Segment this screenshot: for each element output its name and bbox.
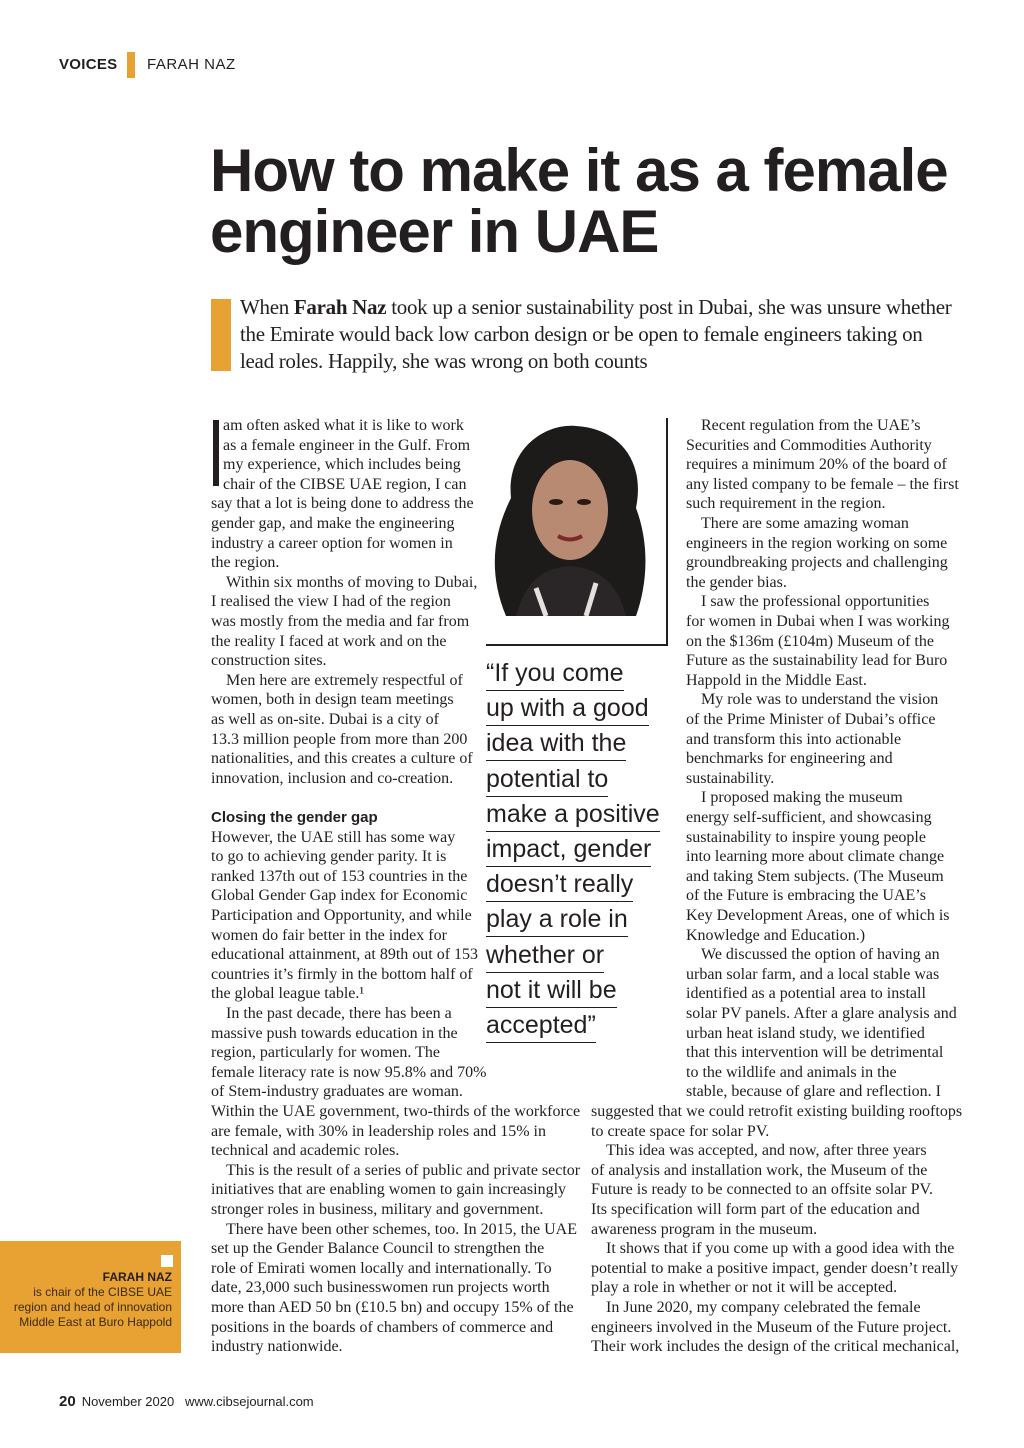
standfirst-name: Farah Naz (293, 295, 387, 319)
author-bio-box (0, 1241, 181, 1353)
pull-quote-line: accepted” (486, 1010, 596, 1043)
standfirst-post: took up a senior sustainability post in Dubai, she was unsure whether the Emirate would back low carbon design or be open to female engineers taking on lead roles. Happily, she was wrong on both counts (240, 295, 952, 373)
pull-quote-line: impact, gender (486, 834, 651, 867)
text-line: Future as the sustainability lead for Buro (686, 652, 948, 670)
text-line: Future is ready to be connected to an offsite solar PV. (591, 1181, 933, 1199)
page-footer (59, 1393, 314, 1410)
text-line: the reality I faced at work and on the (211, 632, 447, 650)
text-line: to create space for solar PV. (591, 1122, 770, 1140)
drop-cap-i (213, 420, 219, 486)
text-line: play a role in whether or not it will be accepted. (591, 1279, 898, 1297)
text-line: engineers in the region working on some (686, 534, 948, 552)
author-tag: FARAH NAZ (147, 56, 236, 73)
text-line: on the $136m (£104m) Museum of the (686, 632, 934, 650)
text-line: chair of the CIBSE UAE region, I can (223, 475, 467, 493)
text-line: This is the result of a series of public and private sector (226, 1161, 581, 1179)
text-line: suggested that we could retrofit existing building rooftops (591, 1103, 963, 1120)
text-line: the gender bias. (686, 573, 787, 591)
text-line: gender gap, and make the engineering (211, 515, 455, 532)
text-line: educational attainment, at 89th out of 153 (211, 946, 479, 964)
text-line: are female, with 30% in leadership roles and 15% in (211, 1122, 546, 1140)
issue-date: November 2020 (81, 1394, 175, 1409)
text-line: date, 23,000 such businesswomen run projects worth (211, 1279, 550, 1297)
pull-quote-line: play a role in (486, 904, 628, 937)
pull-quote-line: idea with the (486, 728, 626, 761)
text-line: to the wildlife and animals in the (686, 1063, 897, 1081)
text-line: construction sites. (211, 652, 327, 670)
text-line: stronger roles in business, military and government. (211, 1201, 544, 1218)
standfirst-pre: When (240, 295, 294, 319)
text-line: sustainability to inspire young people (686, 828, 926, 846)
text-line: any listed company to be female – the first (686, 475, 959, 493)
text-line: of the Prime Minister of Dubai’s office (686, 711, 936, 728)
portrait-photo (486, 418, 654, 616)
text-line: Global Gender Gap index for Economic (211, 887, 468, 905)
text-line: was mostly from the media and far from (211, 613, 470, 630)
text-line: Within six months of moving to Dubai, (226, 573, 478, 591)
text-line: awareness program in the museum. (591, 1220, 818, 1238)
text-line: Participation and Opportunity, and while (211, 907, 472, 924)
text-line: Its specification will form part of the education and (591, 1201, 920, 1218)
text-line: of analysis and installation work, the Museum of the (591, 1161, 928, 1179)
text-line: My role was to understand the vision (701, 691, 939, 709)
standfirst-bar (211, 299, 231, 371)
bio-text: is chair of the CIBSE UAE region and head of innovation Middle East at Buro Happold (13, 1285, 172, 1329)
text-line: Recent regulation from the UAE’s (701, 417, 921, 434)
text-line: nationalities, and this creates a culture of (211, 750, 473, 768)
text-line: as a female engineer in the Gulf. From (223, 436, 471, 454)
pull-quote-line: doesn’t really (486, 869, 633, 902)
text-line: to go to achieving gender parity. It is (211, 848, 447, 866)
text-line: We discussed the option of having an (701, 946, 940, 964)
text-line: potential to make a positive impact, gender doesn’t really (591, 1259, 959, 1277)
text-line: sustainability. (686, 769, 775, 787)
text-line: I realised the view I had of the region (211, 593, 451, 611)
section-heading: Closing the gender gap (211, 809, 378, 826)
text-line: Knowledge and Education.) (686, 926, 866, 944)
text-line: of the Future is embracing the UAE’s (686, 887, 926, 905)
text-line: groundbreaking projects and challenging (686, 554, 948, 572)
text-line: that this intervention will be detrimental (686, 1044, 944, 1062)
text-line: as well as on-site. Dubai is a city of (211, 711, 439, 728)
text-line: identified as a potential area to install (686, 985, 926, 1003)
text-line: set up the Gender Balance Council to strengthen the (211, 1240, 545, 1258)
pull-quote-line: up with a good (486, 693, 649, 726)
pull-quote-line: not it will be (486, 975, 617, 1008)
text-line: stable, because of glare and reflection. I (686, 1083, 941, 1101)
text-line: more than AED 50 bn (£10.5 bn) and occupy 15% of the (211, 1299, 574, 1316)
section-label: VOICES (59, 56, 118, 73)
text-line: positions in the boards of chambers of commerce and (211, 1318, 554, 1336)
text-line: urban solar farm, and a local stable was (686, 965, 940, 983)
text-line: industry a career option for women in (211, 534, 453, 552)
text-line: In June 2020, my company celebrated the female (606, 1299, 921, 1316)
text-line: ranked 137th out of 153 countries in the (211, 867, 468, 885)
text-line: industry nationwide. (211, 1338, 343, 1356)
pull-quote-line: make a positive (486, 799, 660, 832)
text-line: countries it’s firmly in the bottom half of (211, 965, 473, 983)
text-line: such requirement in the region. (686, 495, 886, 513)
text-line: women do fair better in the index for (211, 926, 447, 944)
text-line: 13.3 million people from more than 200 (211, 730, 468, 748)
text-line: Within the UAE government, two-thirds of the workforce (211, 1103, 581, 1120)
text-line: However, the UAE still has some way (211, 828, 456, 846)
text-line: I proposed making the museum (701, 789, 903, 807)
text-line: It shows that if you come up with a good idea with the (606, 1240, 955, 1258)
text-line: This idea was accepted, and now, after three years (606, 1142, 927, 1160)
text-line: Securities and Commodities Authority (686, 436, 932, 454)
text-line: There have been other schemes, too. In 2015, the UAE (226, 1220, 577, 1238)
website-link[interactable]: www.cibsejournal.com (185, 1394, 314, 1409)
text-line: benchmarks for engineering and (686, 750, 893, 768)
text-line: my experience, which includes being (223, 456, 461, 474)
text-line: In the past decade, there has been a (226, 1005, 452, 1022)
portrait-frame (486, 418, 668, 646)
bio-square-icon (161, 1255, 173, 1267)
text-line: region, particularly for women. The (211, 1044, 440, 1062)
text-line: Happold in the Middle East. (686, 671, 867, 689)
text-line: and taking Stem subjects. (The Museum (686, 867, 944, 885)
text-line: women, both in design team meetings (211, 691, 454, 709)
bio-name: FARAH NAZ (102, 1270, 172, 1284)
text-line: massive push towards education in the (211, 1024, 458, 1042)
page-number: 20 (59, 1393, 76, 1410)
pull-quote-line: whether or (486, 940, 604, 973)
text-line: role of Emirati women locally and internationally. To (211, 1259, 552, 1277)
text-line: and transform this into actionable (686, 730, 902, 748)
text-line: energy self-sufficient, and showcasing (686, 809, 932, 826)
text-line: urban heat island study, we identified (686, 1024, 925, 1042)
text-line: Men here are extremely respectful of (226, 671, 463, 689)
text-line: technical and academic roles. (211, 1142, 400, 1160)
text-line: female literacy rate is now 95.8% and 70% (211, 1063, 487, 1081)
pull-quote-line: potential to (486, 764, 608, 797)
text-line: for women in Dubai when I was working (686, 613, 950, 630)
text-line: of Stem-industry graduates are woman. (211, 1083, 463, 1101)
section-divider (127, 52, 135, 78)
text-line: the global league table.¹ (211, 985, 365, 1003)
text-line: innovation, inclusion and co-creation. (211, 769, 454, 787)
text-line: There are some amazing woman (701, 515, 909, 532)
text-line: say that a lot is being done to address the (211, 495, 474, 513)
standfirst (240, 294, 960, 375)
text-line: solar PV panels. After a glare analysis and (686, 1005, 957, 1022)
text-line: initiatives that are enabling women to gain increasingly (211, 1181, 567, 1199)
text-line: into learning more about climate change (686, 848, 945, 866)
text-line: the region. (211, 554, 280, 572)
pull-quote-line: “If you come (486, 658, 624, 691)
text-line: I saw the professional opportunities (701, 593, 930, 611)
text-line: am often asked what it is like to work (223, 417, 464, 434)
text-line: engineers involved in the Museum of the Future project. (591, 1318, 952, 1336)
text-line: Their work includes the design of the critical mechanical, (591, 1338, 960, 1356)
text-line: requires a minimum 20% of the board of (686, 456, 947, 474)
article-title: How to make it as a female engineer in UAE (210, 137, 948, 265)
text-line: Key Development Areas, one of which is (686, 907, 950, 924)
